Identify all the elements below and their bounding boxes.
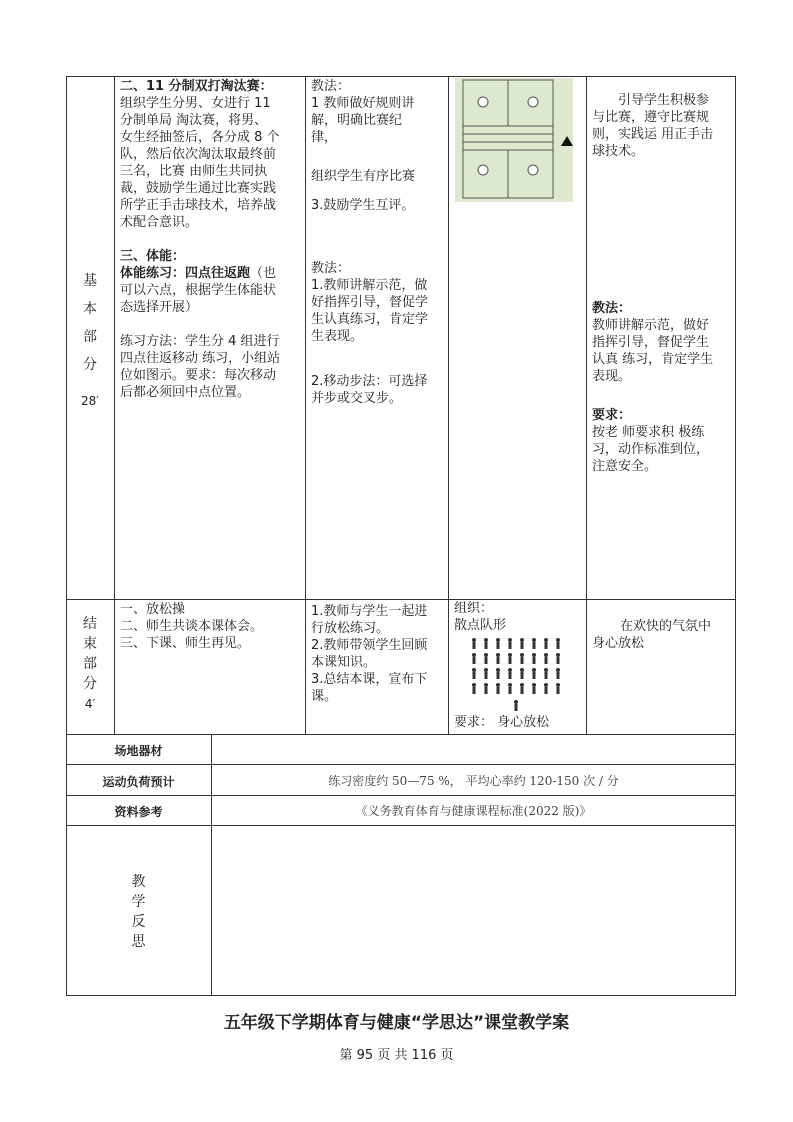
person-icon xyxy=(484,668,488,672)
teacher-line: 本课知识。 xyxy=(311,655,377,670)
label-char: 思 xyxy=(131,934,146,950)
student-line: 球技术。 xyxy=(592,144,645,159)
person-icon xyxy=(556,638,560,642)
person-icon xyxy=(508,638,512,642)
person-icon xyxy=(520,668,524,672)
person-icon xyxy=(473,672,476,679)
person-icon xyxy=(485,687,488,694)
student-head: 要求： xyxy=(592,408,632,423)
person-icon xyxy=(497,642,500,649)
content-title-1: 二、11 分制双打淘汰赛： xyxy=(120,79,273,94)
teacher-line: 课。 xyxy=(311,689,338,704)
teacher-line: 并步或交叉步。 xyxy=(311,391,403,406)
student-line: 教师讲解示范，做好 xyxy=(592,318,710,333)
content-sub-bold: 体能练习：四点往返跑 xyxy=(120,266,251,281)
load-label: 运动负荷预计 xyxy=(102,775,175,789)
teacher-line: 3.总结本课，宣布下 xyxy=(311,672,428,687)
content-line: 四点往返移动 练习，小组站 xyxy=(120,351,281,366)
label-char: 本 xyxy=(83,301,97,317)
person-icon xyxy=(497,687,500,694)
person-icon xyxy=(496,653,500,657)
student-line: 注意安全。 xyxy=(592,459,658,474)
person-icon xyxy=(508,653,512,657)
person-icon xyxy=(497,657,500,664)
label-char: 分 xyxy=(83,676,97,692)
person-icon xyxy=(472,638,476,642)
person-icon xyxy=(521,687,524,694)
label-char: 基 xyxy=(83,273,97,289)
student-line: 身心放松 xyxy=(592,636,645,651)
student-line: 表现。 xyxy=(592,369,632,384)
person-icon xyxy=(520,638,524,642)
person-icon xyxy=(484,683,488,687)
org-requirement: 要求： 身心放松 xyxy=(454,715,550,730)
person-icon xyxy=(533,642,536,649)
teacher-line: 组织学生有序比赛 xyxy=(311,169,416,184)
content-line: 女生经抽签后，各分成 8 个 xyxy=(120,130,280,145)
person-icon xyxy=(521,642,524,649)
court-diagram xyxy=(455,78,583,202)
person-icon xyxy=(545,687,548,694)
person-icon xyxy=(485,657,488,664)
basic-teacher xyxy=(311,78,445,407)
person-icon xyxy=(509,672,512,679)
teacher-person-icon xyxy=(514,700,518,704)
person-icon xyxy=(509,657,512,664)
basic-duration: 28′ xyxy=(81,394,99,408)
teacher-line: 解，明确比赛纪 xyxy=(311,113,403,128)
person-icon xyxy=(545,642,548,649)
content-line: 位如图示。要求：每次移动 xyxy=(120,368,277,383)
label-char: 部 xyxy=(83,656,97,672)
person-icon xyxy=(532,683,536,687)
person-icon xyxy=(508,668,512,672)
student-line: 指挥引导，督促学生 xyxy=(592,335,710,350)
content-title-2: 三、体能： xyxy=(120,249,186,264)
person-icon xyxy=(497,672,500,679)
end-teacher xyxy=(311,603,445,705)
ref-label: 资料参考 xyxy=(114,805,163,819)
teacher-line: 行放松练习。 xyxy=(311,621,390,636)
basic-student-method xyxy=(592,300,732,475)
person-icon xyxy=(544,638,548,642)
content-line: 组织学生分男、女进行 11 xyxy=(120,96,271,111)
page-number: 第 95 页 共 116 页 xyxy=(339,1048,454,1063)
end-organization xyxy=(454,600,584,634)
formation-diagram xyxy=(470,636,570,714)
person-icon xyxy=(473,657,476,664)
teacher-head: 教法： xyxy=(311,261,351,276)
org-formation: 散点队形 xyxy=(454,618,507,633)
end-section-label xyxy=(66,614,114,714)
person-icon xyxy=(545,657,548,664)
student-line: 习，动作标准到位， xyxy=(592,442,710,457)
teacher-person-icon xyxy=(515,704,518,711)
student-line: 按老 师要求积 极练 xyxy=(592,425,705,440)
teacher-line: 3.鼓励学生互评。 xyxy=(311,198,415,213)
label-char: 结 xyxy=(83,616,97,632)
person-icon xyxy=(557,657,560,664)
person-icon xyxy=(509,642,512,649)
label-char: 学 xyxy=(131,894,146,910)
person-icon xyxy=(533,657,536,664)
person-icon xyxy=(556,683,560,687)
content-line: 三、下课、师生再见。 xyxy=(120,636,251,651)
content-line: 所学正手击球技术，培养战 xyxy=(120,198,277,213)
teacher-line: 律， xyxy=(311,130,338,145)
person-icon xyxy=(473,642,476,649)
student-line: 认真 练习，肯定学生 xyxy=(592,352,714,367)
person-icon xyxy=(544,683,548,687)
label-char: 部 xyxy=(83,329,97,345)
person-icon xyxy=(496,683,500,687)
basic-content xyxy=(120,78,302,401)
person-icon xyxy=(520,683,524,687)
teacher-line: 1 教师做好规则讲 xyxy=(311,96,415,111)
load-value: 练习密度约 50—75 %， 平均心率约 120-150 次 / 分 xyxy=(328,774,619,788)
student-line: 引导学生积极参 xyxy=(618,93,710,108)
content-line: 可以六点，根据学生体能状 xyxy=(120,283,277,298)
person-icon xyxy=(533,672,536,679)
content-line: 三名，比赛 由师生共同执 xyxy=(120,164,268,179)
person-icon xyxy=(472,668,476,672)
person-icon xyxy=(496,638,500,642)
content-line: 态选择开展） xyxy=(120,300,199,315)
person-icon xyxy=(532,653,536,657)
person-icon xyxy=(533,687,536,694)
person-icon xyxy=(521,657,524,664)
person-icon xyxy=(557,687,560,694)
person-icon xyxy=(556,653,560,657)
person-icon xyxy=(472,653,476,657)
venue-label: 场地器材 xyxy=(114,744,163,758)
teacher-line: 1.教师讲解示范，做 xyxy=(311,278,428,293)
person-icon xyxy=(485,642,488,649)
person-icon xyxy=(545,672,548,679)
teacher-line: 好指挥引导，督促学 xyxy=(311,295,429,310)
person-icon xyxy=(509,687,512,694)
content-line: 一、放松操 xyxy=(120,602,186,617)
label-char: 反 xyxy=(131,914,146,930)
content-line: 裁，鼓励学生通过比赛实践 xyxy=(120,181,277,196)
footer-title: 五年级下学期体育与健康“学思达”课堂教学案 xyxy=(223,1013,570,1033)
person-icon xyxy=(557,642,560,649)
person-icon xyxy=(556,668,560,672)
content-line: 术配合意识。 xyxy=(120,215,199,230)
person-icon xyxy=(520,653,524,657)
person-icon xyxy=(544,668,548,672)
student-line: 在欢快的气氛中 xyxy=(620,619,712,634)
end-duration: 4′ xyxy=(84,697,96,711)
person-icon xyxy=(484,653,488,657)
org-head: 组织： xyxy=(454,601,494,616)
content-line: 队，然后依次淘汰取最终前 xyxy=(120,147,277,162)
end-student xyxy=(592,618,732,652)
end-content xyxy=(120,601,302,652)
content-sub-rest: （也 xyxy=(250,266,277,281)
person-icon xyxy=(496,668,500,672)
person-icon xyxy=(532,668,536,672)
person-icon xyxy=(557,672,560,679)
teacher-head: 教法： xyxy=(311,79,351,94)
person-icon xyxy=(485,672,488,679)
student-line: 与比赛，遵守比赛规 xyxy=(592,110,710,125)
person-icon xyxy=(484,638,488,642)
student-line: 则，实践运 用正手击 xyxy=(592,127,714,142)
content-line: 分制单局 淘汰赛，将男、 xyxy=(120,113,268,128)
person-icon xyxy=(521,672,524,679)
reflection-label xyxy=(66,872,211,952)
teacher-line: 1.教师与学生一起进 xyxy=(311,604,428,619)
label-char: 教 xyxy=(131,874,146,890)
basic-section-label xyxy=(66,270,114,412)
student-head: 教法： xyxy=(592,301,632,316)
teacher-line: 2.移动步法：可选择 xyxy=(311,374,428,389)
person-icon xyxy=(544,653,548,657)
teacher-line: 生认真练习，肯定学 xyxy=(311,312,429,327)
label-char: 束 xyxy=(83,636,97,652)
content-line: 练习方法：学生分 4 组进行 xyxy=(120,334,280,349)
label-char: 分 xyxy=(83,357,97,373)
content-line: 二、师生共谈本课体会。 xyxy=(120,619,264,634)
teacher-line: 生表现。 xyxy=(311,329,364,344)
basic-student xyxy=(592,92,732,160)
content-line: 后都必须回中点位置。 xyxy=(120,385,251,400)
person-icon xyxy=(472,683,476,687)
ref-value: 《义务教育体育与健康课程标准(2022 版)》 xyxy=(355,804,592,818)
person-icon xyxy=(532,638,536,642)
person-icon xyxy=(508,683,512,687)
person-icon xyxy=(473,687,476,694)
teacher-line: 2.教师带领学生回顾 xyxy=(311,638,428,653)
